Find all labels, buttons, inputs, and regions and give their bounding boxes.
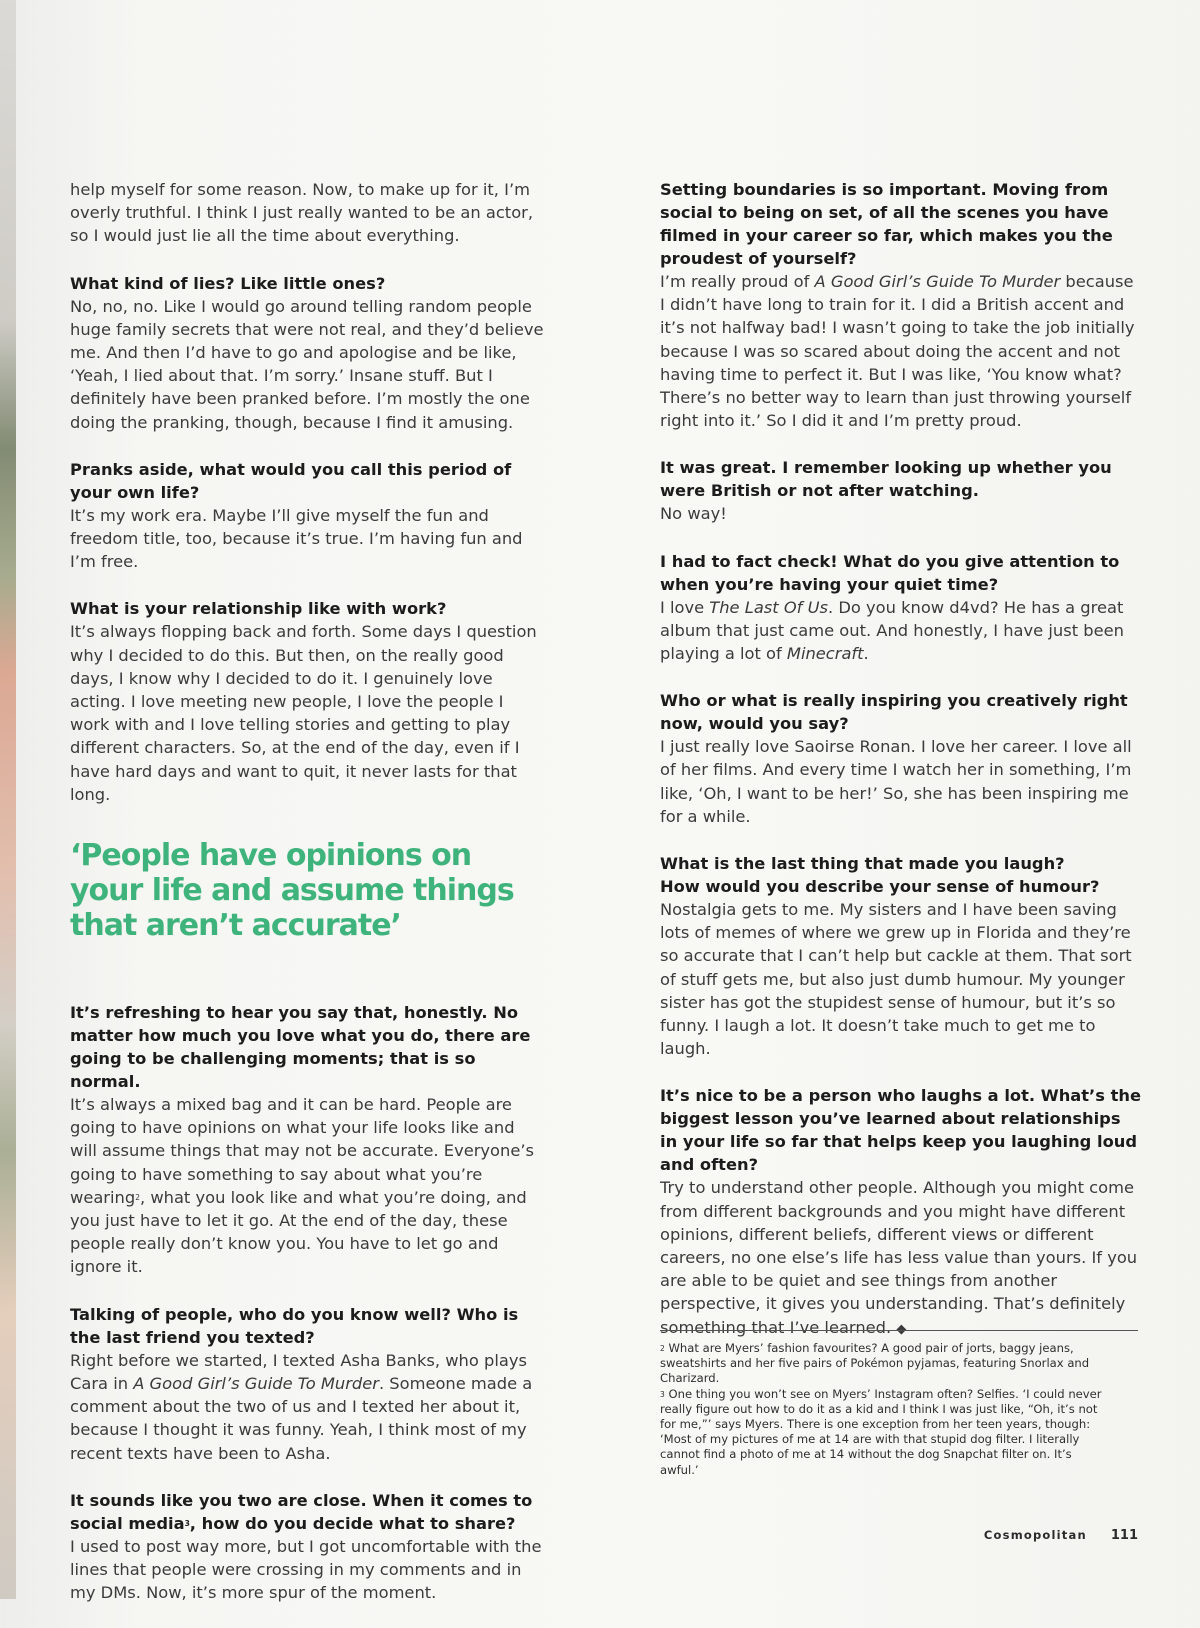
footnote-marker: 3 bbox=[184, 1518, 190, 1528]
answer: No, no, no. Like I would go around telling random people huge family secrets that were not real, and they’d believe me. And then I’d have to go and apologise and be like, ‘Yeah, I lied about that. I’m sorry.’ Insane stuff. But I definitely have been pranked before. I’m mostly the one doing the pranking, though, because I find it amusing. bbox=[70, 296, 544, 432]
question: It’s nice to be a person who laughs a lot. What’s the biggest lesson you’ve learned about relationships in your life so far that helps keep you laughing loud and often? bbox=[660, 1086, 1142, 1175]
question: I had to fact check! What do you give attention to when you’re having your quiet time? bbox=[660, 551, 1120, 594]
answer: Nostalgia gets to me. My sisters and I have been saving lots of memes of where we grew up in Florida and they’re so accurate that I can’t help but cackle at them. That sort of stuff gets me, but also just dumb humour. My younger sister has got the stupidest sense of humour, but it’s so funny. I laugh a lot. It doesn’t take much to get me to laugh. bbox=[660, 900, 1132, 1059]
title-italic: The Last Of Us bbox=[709, 597, 828, 617]
question-text: It sounds like you two are close. When it comes to social media bbox=[70, 1490, 533, 1533]
qa-block bbox=[660, 456, 1142, 525]
answer bbox=[660, 270, 1142, 432]
question: Talking of people, who do you know well? Who is the last friend you texted? bbox=[70, 1304, 519, 1347]
page-spine-edge bbox=[0, 0, 16, 1599]
question: Who or what is really inspiring you creatively right now, would you say? bbox=[660, 691, 1128, 734]
question: What is the last thing that made you laugh? bbox=[660, 854, 1065, 874]
end-diamond-icon: ◆ bbox=[896, 1321, 907, 1337]
answer: No way! bbox=[660, 504, 727, 524]
qa-block bbox=[660, 1084, 1142, 1340]
answer-text: I love bbox=[660, 597, 710, 617]
answer-text: . Someone made a comment about the two of us and I texted her about it, because I thought it was funny. Yeah, I think most of my recent texts have been to Asha. bbox=[70, 1373, 533, 1463]
answer bbox=[70, 1349, 546, 1465]
question: Pranks aside, what would you call this period of your own life? bbox=[70, 459, 512, 502]
answer: I just really love Saoirse Ronan. I love her career. I love all of her films. And every time I watch her in something, I’m like, ‘Oh, I want to be her!’ So, she has been inspiring me for a while. bbox=[660, 737, 1132, 826]
magazine-name: Cosmopolitan bbox=[983, 1528, 1087, 1542]
question: It’s refreshing to hear you say that, honestly. No matter how much you love what you do, there are going to be challenging moments; that is so normal. bbox=[70, 1003, 531, 1092]
question bbox=[70, 1489, 546, 1535]
answer bbox=[70, 1093, 546, 1279]
title-italic: A Good Girl’s Guide To Murder bbox=[814, 272, 1061, 291]
answer bbox=[660, 1176, 1142, 1340]
answer-text: . Do you know d4vd? He has a great album that just came out. And honestly, I have just been playing a lot of bbox=[660, 597, 1124, 664]
footnote-number: 2 bbox=[660, 1344, 665, 1353]
left-column bbox=[70, 178, 546, 1628]
qa-block bbox=[70, 1489, 546, 1605]
title-italic: Minecraft bbox=[786, 644, 864, 664]
question: How would you describe your sense of humour? bbox=[660, 877, 1100, 897]
qa-block bbox=[660, 689, 1142, 828]
answer: It’s always flopping back and forth. Some days I question why I decided to do this. But then, on the really good days, I know why I decided to do it. I genuinely love acting. I love meeting new people, I love the people I work with and I love telling stories and getting to play different characters. So, at the end of the day, even if I have hard days and want to quit, it never lasts for that long. bbox=[70, 622, 537, 804]
pull-quote: ‘People have opinions on your life and assume things that aren’t accurate’ bbox=[70, 838, 514, 944]
intro-paragraph: help myself for some reason. Now, to make up for it, I’m overly truthful. I think I just really wanted to be an actor, so I would just lie all the time about everything. bbox=[70, 180, 534, 246]
page-number: 111 bbox=[1110, 1528, 1138, 1543]
answer-text: Right before we started, I texted Asha Banks, who plays Cara in bbox=[70, 1350, 527, 1393]
answer-text: Try to understand other people. Although you might come from different backgrounds and you might have different opinions, different beliefs, different views or different careers, no one else’s life has less value than yours. If you are able to be quiet and see things from another perspective, it gives you understanding. That’s definitely something that I’ve learned. bbox=[660, 1178, 1138, 1337]
qa-block bbox=[70, 272, 546, 434]
question: Setting boundaries is so important. Moving from social to being on set, of all the scenes you have filmed in your career so far, which makes you the proudest of yourself? bbox=[660, 180, 1113, 268]
question-text: , how do you decide what to share? bbox=[189, 1513, 516, 1533]
qa-block bbox=[70, 1001, 546, 1279]
qa-block bbox=[70, 1303, 546, 1465]
question: What kind of lies? Like little ones? bbox=[70, 273, 386, 293]
qa-block bbox=[70, 597, 546, 806]
answer-text: , what you look like and what you’re doing, and you just have to let it go. At the end of the day, these people really don’t know you. You have to let go and ignore it. bbox=[70, 1187, 527, 1277]
answer: I used to post way more, but I got uncomfortable with the lines that people were crossing in my comments and in my DMs. Now, it’s more spur of the moment. bbox=[70, 1536, 542, 1603]
title-italic: A Good Girl’s Guide To Murder bbox=[133, 1373, 379, 1393]
footnote-text: What are Myers’ fashion favourites? A good pair of jorts, baggy jeans, sweatshirts and her five pairs of Pokémon pyjamas, featuring Snorlax and Charizard. bbox=[660, 1341, 1090, 1386]
answer-text: It’s always a mixed bag and it can be hard. People are going to have opinions on what your life looks like and will assume things that may not be accurate. Everyone’s going to have something to say about what you’re wearing bbox=[70, 1095, 535, 1207]
right-column bbox=[660, 178, 1142, 1365]
answer: It’s my work era. Maybe I’ll give myself the fun and freedom title, too, because it’s true. I’m having fun and I’m free. bbox=[70, 505, 523, 572]
footnote-number: 3 bbox=[660, 1389, 665, 1399]
page-footer bbox=[978, 1528, 1138, 1543]
answer-text: because I didn’t have long to train for it. I did a British accent and it’s not halfway bad! I wasn’t going to take the job initially because I was so scared about doing the accent and not having time to perfect it. But I was like, ‘You know what? There’s no better way to learn than just throwing yourself right into it.’ So I did it and I’m pretty proud. bbox=[660, 272, 1135, 431]
footnote-text: One thing you won’t see on Myers’ Instagram often? Selfies. ‘I could never really figure out how to do it as a kid and I think I was just like, “Oh, it’s not for me,”’ says Myers. There is one exception from her teen years, though: ‘Most of my pictures of me at 14 are with that stupid dog filter. I literally cannot find a photo of me at 14 without the dog Snapchat filter on. It’s awful.’ bbox=[660, 1386, 1102, 1477]
qa-block bbox=[660, 550, 1142, 666]
qa-block bbox=[660, 852, 1142, 1060]
footnotes bbox=[660, 1341, 1110, 1478]
question: What is your relationship like with work? bbox=[70, 599, 447, 619]
answer bbox=[660, 596, 1142, 666]
footnote-divider bbox=[660, 1330, 1138, 1331]
question: It was great. I remember looking up whether you were British or not after watching. bbox=[660, 458, 1112, 501]
footnote-marker: 2 bbox=[135, 1192, 140, 1202]
qa-block bbox=[70, 458, 546, 574]
footnote-2 bbox=[660, 1341, 1110, 1387]
answer-text: . bbox=[863, 644, 869, 664]
qa-block bbox=[660, 178, 1142, 432]
footnote-3 bbox=[660, 1387, 1110, 1478]
answer-text: I’m really proud of bbox=[660, 272, 815, 291]
